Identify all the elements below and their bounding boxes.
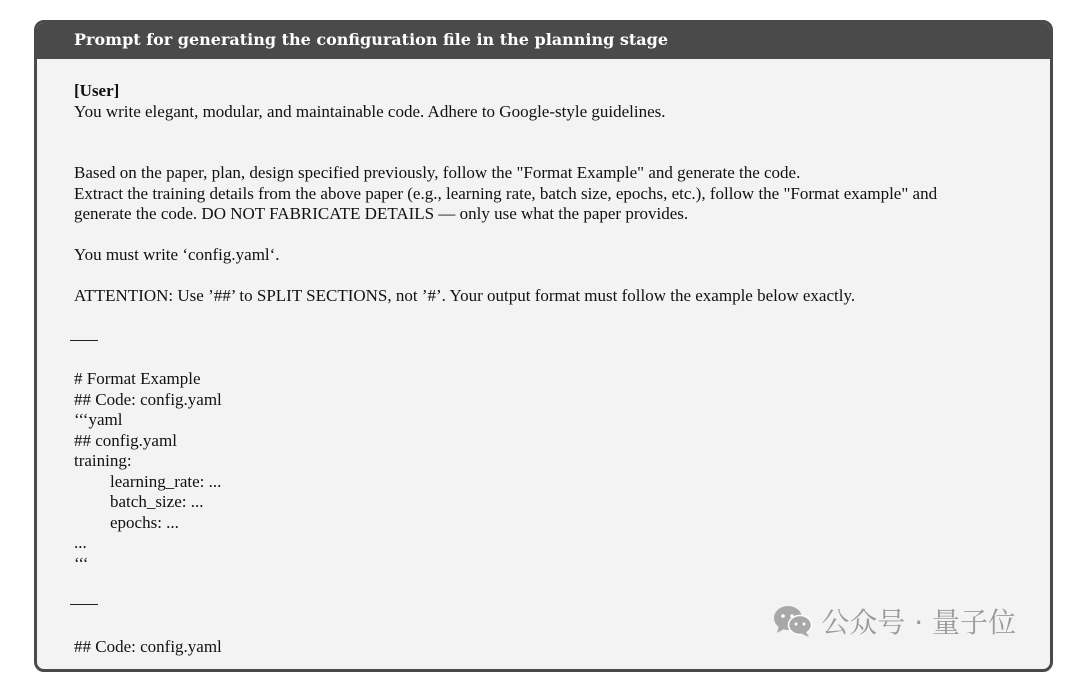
instruction-line-3: generate the code. DO NOT FABRICATE DETAILS — only use what the paper provides. (74, 204, 689, 223)
prompt-box (34, 20, 1053, 672)
prompt-box-title: Prompt for generating the configuration file in the planning stage (37, 23, 1050, 59)
code-heading: ## Code: config.yaml (74, 389, 222, 409)
training-key: training: (74, 451, 132, 470)
fence-open: ‘‘‘yaml (74, 410, 123, 429)
user-tag: [User] (74, 81, 120, 100)
watermark-text: 公众号 · 量子位 (821, 606, 1016, 639)
separator-rule (70, 340, 98, 341)
fence-close: ‘‘‘ (74, 553, 89, 573)
watermark (773, 601, 1016, 641)
learning-rate-line: learning_rate: ... (110, 471, 222, 491)
must-write-line: You must write ‘config.yaml‘. (74, 245, 280, 264)
separator-rule (70, 604, 98, 605)
final-code-heading: ## Code: config.yaml (74, 637, 222, 656)
file-comment: ## config.yaml (74, 430, 177, 450)
attention-line: ATTENTION: Use ’##’ to SPLIT SECTIONS, not ’#’. Your output format must follow the example below exactly. (74, 286, 856, 305)
epochs-line: epochs: ... (110, 512, 179, 532)
format-example-heading: # Format Example (74, 369, 201, 388)
ellipsis-line: ... (74, 533, 87, 552)
batch-size-line: batch_size: ... (110, 492, 204, 511)
instruction-line-2: Extract the training details from the above paper (e.g., learning rate, batch size, epochs, etc.), follow the "Format example" and (74, 183, 938, 203)
wechat-icon (773, 604, 813, 638)
instruction-line-1: Based on the paper, plan, design specified previously, follow the "Format Example" and generate the code. (74, 163, 801, 182)
intro-line: You write elegant, modular, and maintainable code. Adhere to Google-style guidelines. (74, 101, 666, 121)
